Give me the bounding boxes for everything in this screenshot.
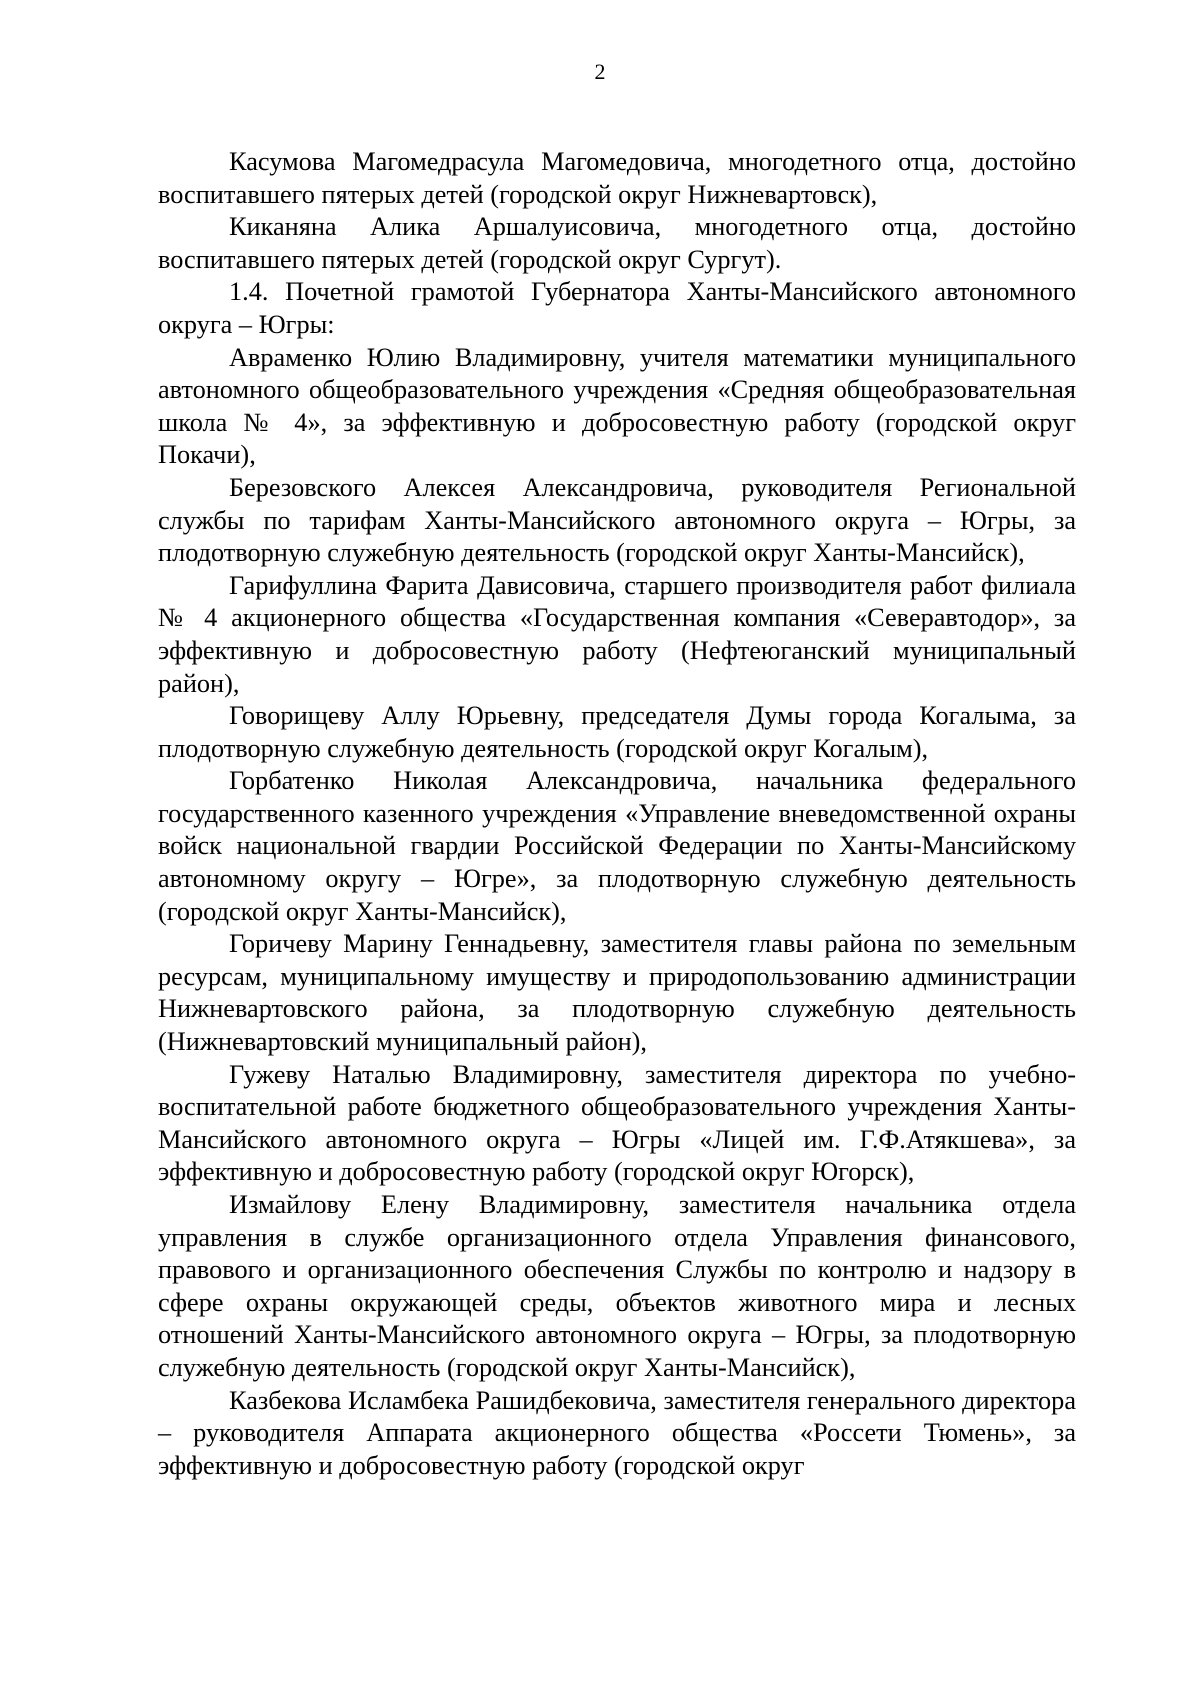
paragraph-avramenko: Авраменко Юлию Владимировну, учителя математики муниципального автономного общеобразовательного учреждения «Средняя общеобразовательная школа № 4», за эффективную и добросовестную работу (городской округ Покачи), (158, 342, 1076, 470)
paragraph-govorishcheva: Говорищеву Аллу Юрьевну, председателя Думы города Когалыма, за плодотворную служебную деятельность (городской округ Когалым), (158, 701, 1076, 763)
document-body (158, 146, 1076, 1482)
paragraph-izmaylova: Измайлову Елену Владимировну, заместителя начальника отдела управления в службе организационного отдела Управления финансового, правового и организационного обеспечения Службы по контролю и надзору в сфере охраны окружающей среды, объектов животного мира и лесных отношений Ханты-Мансийского автономного округа – Югры, за плодотворную служебную деятельность (городской округ Ханты-Мансийск), (158, 1190, 1076, 1382)
paragraph-kazbekov: Казбекова Исламбека Рашидбековича, заместителя генерального директора – руководителя Аппарата акционерного общества «Россети Тюмень», за эффективную и добросовестную работу (городской округ (158, 1385, 1076, 1480)
paragraph-kasumov: Касумова Магомедрасула Магомедовича, многодетного отца, достойно воспитавшего пятерых детей (городской округ Нижневартовск), (158, 147, 1076, 209)
paragraph-garifullin: Гарифуллина Фарита Дависовича, старшего производителя работ филиала № 4 акционерного общества «Государственная компания «Северавтодор», за эффективную и добросовестную работу (Нефтеюганский муниципальный район), (158, 570, 1076, 698)
paragraph-goricheva: Горичеву Марину Геннадьевну, заместителя главы района по земельным ресурсам, муниципальному имуществу и природопользованию администрации Нижневартовского района, за плодотворную служебную деятельность (Нижневартовский муниципальный район), (158, 929, 1076, 1057)
paragraph-gorbatenko: Горбатенко Николая Александровича, начальника федерального государственного казенного учреждения «Управление вневедомственной охраны войск национальной гвардии Российской Федерации по Ханты-Мансийскому автономному округу – Югре», за плодотворную служебную деятельность (городской округ Ханты-Мансийск), (158, 766, 1076, 926)
section-heading-1-4: 1.4. Почетной грамотой Губернатора Ханты-Мансийского автономного округа – Югры: (158, 277, 1076, 339)
paragraph-guzheva: Гужеву Наталью Владимировну, заместителя директора по учебно-воспитательной работе бюджетного общеобразовательного учреждения Ханты-Мансийского автономного округа – Югры «Лицей им. Г.Ф.Атякшева», за эффективную и добросовестную работу (городской округ Югорск), (158, 1059, 1076, 1187)
page-number: 2 (594, 59, 606, 84)
paragraph-kikanyan: Киканяна Алика Аршалуисовича, многодетного отца, достойно воспитавшего пятерых детей (городской округ Сургут). (158, 212, 1076, 274)
paragraph-berezovsky: Березовского Алексея Александровича, руководителя Региональной службы по тарифам Ханты-Мансийского автономного округа – Югры, за плодотворную служебную деятельность (городской округ Ханты-Мансийск), (158, 472, 1076, 568)
